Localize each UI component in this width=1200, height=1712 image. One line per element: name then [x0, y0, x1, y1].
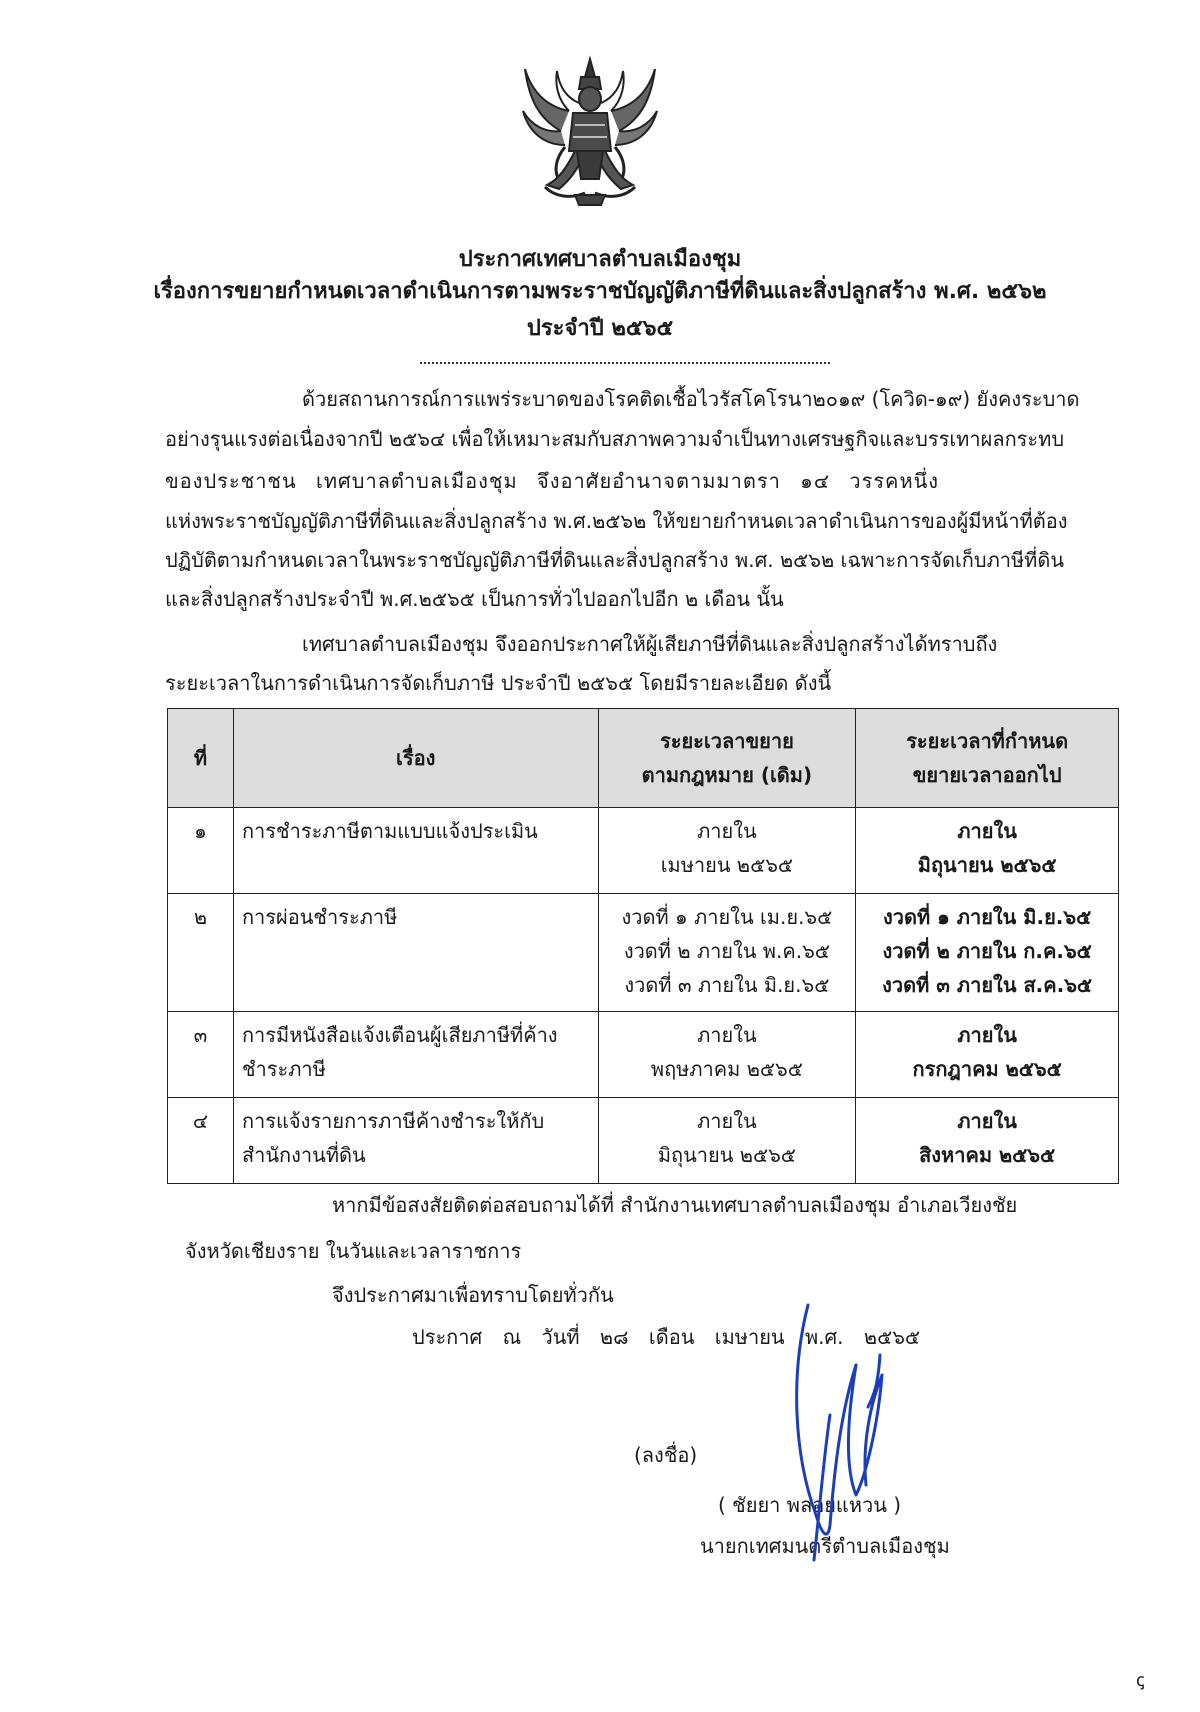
- row-subject-line: ชำระภาษี: [241, 1057, 326, 1081]
- body-line: ของประชาชน เทศบาลตำบลเมืองชุม จึงอาศัยอำนาจตามมาตรา ๑๔ วรรคหนึ่ง: [165, 469, 940, 493]
- row-extended-period: [856, 1098, 1119, 1184]
- row-extended-line: ภายใน: [957, 819, 1017, 843]
- header-subject: เรื่อง: [233, 709, 598, 808]
- row-subject: [233, 1098, 598, 1184]
- body-line: เทศบาลตำบลเมืองชุม จึงออกประกาศให้ผู้เสียภาษีที่ดินและสิ่งปลูกสร้างได้ทราบถึง: [302, 632, 998, 656]
- row-extended-period: [856, 808, 1119, 894]
- row-extended-line: งวดที่ ๒ ภายใน ก.ค.๖๕: [882, 939, 1092, 963]
- row-original-line: เมษายน ๒๕๖๕: [660, 853, 794, 877]
- row-extended-line: ภายใน: [957, 1023, 1017, 1047]
- row-number: ๑: [168, 808, 234, 894]
- announce-line: จึงประกาศมาเพื่อทราบโดยทั่วกัน: [332, 1283, 614, 1307]
- row-original-line: ภายใน: [697, 1109, 757, 1133]
- header-original-line: ระยะเวลาขยาย: [659, 729, 794, 753]
- row-original-line: ภายใน: [697, 819, 757, 843]
- row-extended-line: กรกฎาคม ๒๕๖๕: [912, 1057, 1062, 1081]
- table-header-row: [168, 709, 1119, 808]
- row-extended-line: งวดที่ ๑ ภายใน มิ.ย.๖๕: [882, 905, 1092, 929]
- page-mark: ꞔ: [1136, 1670, 1145, 1691]
- row-number: ๓: [168, 1012, 234, 1098]
- table-row: [168, 1012, 1119, 1098]
- header-original-line: ตามกฎหมาย (เดิม): [641, 763, 813, 787]
- header-extended-line: ขยายเวลาออกไป: [912, 763, 1062, 787]
- body-line: ปฏิบัติตามกำหนดเวลาในพระราชบัญญัติภาษีที่ดินและสิ่งปลูกสร้าง พ.ศ. ๒๕๖๒ เฉพาะการจัดเก็บภาษีที่ดิน: [165, 548, 1065, 572]
- body-line: และสิ่งปลูกสร้างประจำปี พ.ศ.๒๕๖๕ เป็นการทั่วไปออกไปอีก ๒ เดือน นั้น: [165, 587, 784, 611]
- row-original-line: งวดที่ ๒ ภายใน พ.ค.๖๕: [623, 939, 830, 963]
- announcement-title: ประกาศเทศบาลตำบลเมืองชุม: [458, 247, 742, 272]
- body-line: ระยะเวลาในการดำเนินการจัดเก็บภาษี ประจำปี ๒๕๖๕ โดยมีรายละเอียด ดังนี้: [165, 671, 832, 695]
- row-extended-period: [856, 894, 1119, 1012]
- row-subject-line: การผ่อนชำระภาษี: [241, 905, 398, 929]
- signer-position: นายกเทศมนตรีตำบลเมืองชุม: [700, 1534, 950, 1558]
- row-number: ๒: [168, 894, 234, 1012]
- contact-line: จังหวัดเชียงราย ในวันและเวลาราชการ: [185, 1239, 522, 1263]
- row-subject-line: การมีหนังสือแจ้งเตือนผู้เสียภาษีที่ค้าง: [241, 1023, 558, 1047]
- schedule-table: [167, 708, 1119, 1184]
- row-extended-line: มิถุนายน ๒๕๖๕: [917, 853, 1057, 877]
- row-subject-line: การแจ้งรายการภาษีค้างชำระให้กับ: [241, 1109, 545, 1133]
- body-line: อย่างรุนแรงต่อเนื่องจากปี ๒๕๖๔ เพื่อให้เหมาะสมกับสภาพความจำเป็นทางเศรษฐกิจและบรรเทาผลกระทบ: [165, 427, 1065, 451]
- row-subject-line: สำนักงานที่ดิน: [241, 1143, 366, 1167]
- row-subject: [233, 894, 598, 1012]
- row-extended-line: สิงหาคม ๒๕๖๕: [919, 1143, 1056, 1167]
- row-original-period: [598, 1098, 856, 1184]
- table-row: [168, 808, 1119, 894]
- table-row: [168, 894, 1119, 1012]
- row-subject: [233, 1012, 598, 1098]
- handwritten-signature: [770, 1295, 910, 1575]
- signer-name: ( ชัยยา พลอยแหวน ): [718, 1493, 902, 1517]
- row-extended-line: ภายใน: [957, 1109, 1017, 1133]
- garuda-emblem: [515, 55, 665, 215]
- row-original-line: ภายใน: [697, 1023, 757, 1047]
- row-number: ๔: [168, 1098, 234, 1184]
- row-extended-line: งวดที่ ๓ ภายใน ส.ค.๖๕: [882, 973, 1093, 997]
- announcement-year: ประจำปี ๒๕๖๕: [526, 316, 674, 341]
- row-original-line: งวดที่ ๑ ภายใน เม.ย.๖๕: [621, 905, 833, 929]
- header-extended-period: [856, 709, 1119, 808]
- row-original-line: มิถุนายน ๒๕๖๕: [657, 1143, 796, 1167]
- table-row: [168, 1098, 1119, 1184]
- dotted-divider: [420, 362, 830, 364]
- announcement-date: ประกาศ ณ วันที่ ๒๘ เดือน เมษายน พ.ศ. ๒๕๖๕: [412, 1325, 921, 1349]
- signed-label: (ลงชื่อ): [634, 1443, 698, 1467]
- row-extended-period: [856, 1012, 1119, 1098]
- header-original-period: [598, 709, 856, 808]
- body-line: ด้วยสถานการณ์การแพร่ระบาดของโรคติดเชื้อไวรัสโคโรนา๒๐๑๙ (โควิด-๑๙) ยังคงระบาด: [302, 387, 1080, 411]
- row-subject: [233, 808, 598, 894]
- header-no: ที่: [168, 709, 234, 808]
- row-subject-line: การชำระภาษีตามแบบแจ้งประเมิน: [241, 819, 538, 843]
- row-original-period: [598, 894, 856, 1012]
- row-original-period: [598, 1012, 856, 1098]
- row-original-period: [598, 808, 856, 894]
- body-line: แห่งพระราชบัญญัติภาษีที่ดินและสิ่งปลูกสร้าง พ.ศ.๒๕๖๒ ให้ขยายกำหนดเวลาดำเนินการของผู้มีหน้าที่ต้อง: [165, 509, 1068, 533]
- header-extended-line: ระยะเวลาที่กำหนด: [906, 729, 1069, 753]
- contact-line: หากมีข้อสงสัยติดต่อสอบถามได้ที่ สำนักงานเทศบาลตำบลเมืองชุม อำเภอเวียงชัย: [332, 1193, 1018, 1217]
- announcement-subject: เรื่องการขยายกำหนดเวลาดำเนินการตามพระราชบัญญัติภาษีที่ดินและสิ่งปลูกสร้าง พ.ศ. ๒๕๖๒: [153, 279, 1047, 304]
- row-original-line: พฤษภาคม ๒๕๖๕: [650, 1057, 803, 1081]
- row-original-line: งวดที่ ๓ ภายใน มิ.ย.๖๕: [624, 973, 830, 997]
